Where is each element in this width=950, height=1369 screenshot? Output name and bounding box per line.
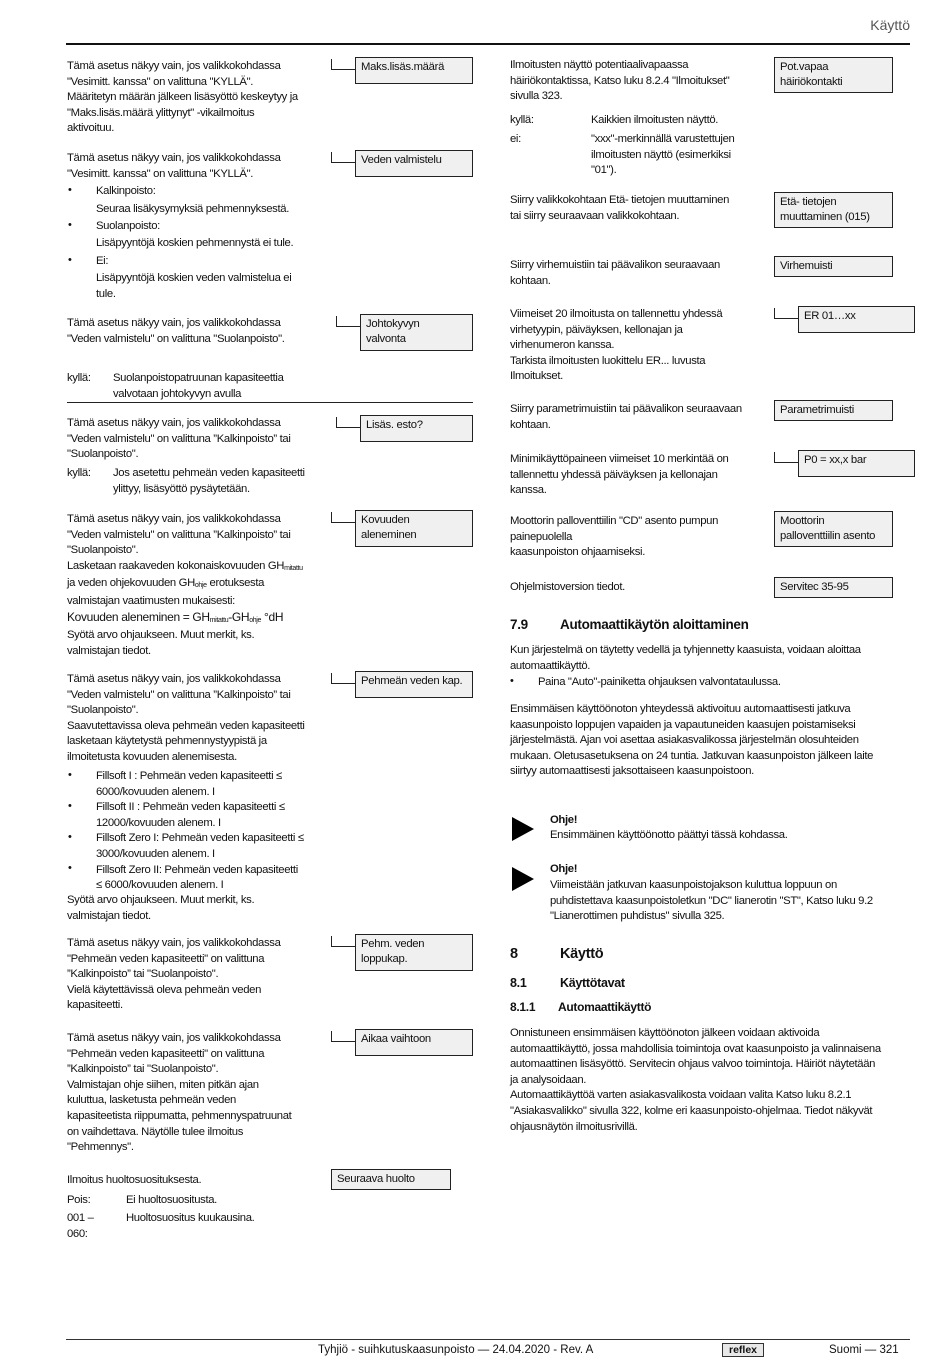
p6-bullet-list: Fillsoft I : Pehmeän veden kapasiteetti ≤ 6000/kovuuden alenem. I Fillsoft II : Pehmeän veden kapasiteetti ≤ 12000/kovuuden alenem. I Fillsoft Zero I: Pehmeän veden kapasiteetti ≤ 3000/kovuuden alenem. I Fillsoft Zero II: Pehmeän veden kapasiteetti ≤ 6000/kovuuden alenem. I [96,770,304,892]
r5-text: Siirry parametrimuistiin tai päävalikon seuraavaan kohtaan. [510,403,742,431]
r3-text: Siirry virhemuistiin tai päävalikon seuraavaan kohtaan. [510,259,720,287]
menu-box-moottorin-palloventtiilin-asento: Moottorin palloventtiilin asento [774,511,893,547]
section-8-1-title: Käyttötavat [560,976,625,990]
p4-text: Tämä asetus näkyy vain, jos valikkokohdassa "Veden valmistelu" on valittuna ”Kalkinpoisto” tai "Suolanpoisto". [67,417,291,461]
section-8-1-1-number: 8.1.1 [510,1000,536,1014]
note-1-text: Ensimmäinen käyttöönotto päättyi tässä kohdassa. [550,829,788,841]
r6-text: Minimikäyttöpaineen viimeiset 10 merkintää on tallennettu yhdessä päiväyksen ja kellonajan kanssa. [510,453,729,497]
p4-value: Jos asetettu pehmeän veden kapasiteetti ylittyy, lisäsyöttö pysäytetään. [113,467,305,495]
p2-bullet-3-desc: Lisäpyyntöjä koskien veden valmistelua ei tule. [96,272,292,300]
note-2-text: Viimeistään jatkuvan kaasunpoistojakson kuluttua loppuun on puhdistettava kaasunpoistoletkun "DC" lianerotin "ST", Katso luku 9.2 "Lianerottimen puhdistus" sivulla 325. [550,879,873,923]
p4-key: kyllä: [67,467,91,479]
bullet: • [68,769,72,781]
p2-bullet-3: Ei: [96,255,109,267]
p9-key-2: 001 – 060: [67,1212,94,1240]
leader-line [331,152,356,163]
leader-line [774,452,799,463]
section-8-1-1-body: Onnistuneen ensimmäisen käyttöönoton jälkeen voidaan aktivoida automaattikäyttö, jossa mahdollisia toimintoja ovat kaasunpoisto ja valinnaisena automaattinen lisäsyöttö. Servitecin ohjaus valvoo toimintoja. Häiriöt näytetään ja analysoidaan. Automaattikäyttöä varten asiakasvalikosta voidaan valita Katso luku 8.2.1 "Asiakasvalikko" sivulla 322, kolme eri kaasunpoisto-ohjelmaa. Tiedot näkyvät ohjausnäytön ilmoitusrivillä. [510,1027,881,1133]
menu-box-pehm-veden-loppukap: Pehm. veden loppukap. [355,934,473,971]
bullet: • [68,831,72,843]
p7-text: Tämä asetus näkyy vain, jos valikkokohdassa "Pehmeän veden kapasiteetti" on valittuna ”Kalkinpoisto” tai "Suolanpoisto". Vielä käytettävissä oleva pehmeän veden kapasiteetti. [67,937,281,1012]
footer-rule [66,1339,910,1340]
p6-text: Tämä asetus näkyy vain, jos valikkokohdassa "Veden valmistelu" on valittuna ”Kalkinpoisto” tai "Suolanpoisto". Saavutettavissa oleva pehmeän veden kapasiteetti lasketaan käytetystä pehmennystyypistä ja ilmoitetusta kovuuden alenemisesta. [67,673,305,763]
p9-value-2: Huoltosuositus kuukausina. [126,1212,255,1224]
menu-box-parametrimuisti: Parametrimuisti [774,400,893,421]
p9-text: Ilmoitus huoltosuosituksesta. [67,1174,202,1186]
reflex-logo: reflex [722,1343,764,1357]
p2-bullet-1-desc: Seuraa lisäkysymyksiä pehmennyksestä. [96,203,289,215]
leader-line [331,1031,356,1042]
r4-text: Viimeiset 20 ilmoitusta on tallennettu yhdessä virhetyypin, päiväyksen, kellonajan ja virhenumeron kanssa. Tarkista ilmoitusten luokittelu ER... luvusta Ilmoitukset. [510,308,723,383]
bullet: • [68,862,72,874]
note-1-title: Ohje! [550,814,578,826]
p2-bullet-2-desc: Lisäpyyntöjä koskien pehmennystä ei tule. [96,237,294,249]
p3-value: Suolanpoistopatruunan kapasiteettia valvotaan johtokyvyn avulla [113,372,284,400]
section-7-9-title: Automaattikäytön aloittaminen [560,617,749,632]
note-arrow-icon [512,817,534,841]
menu-box-lisas-esto: Lisäs. esto? [360,415,473,442]
section-8-title: Käyttö [560,946,604,962]
leader-line [336,417,361,428]
p3-text: Tämä asetus näkyy vain, jos valikkokohdassa "Veden valmistelu" on valittuna "Suolanpoisto". [67,317,285,345]
note-2-title: Ohje! [550,863,578,875]
p1-text: Tämä asetus näkyy vain, jos valikkokohdassa "Vesimitt. kanssa" on valittuna "KYLLÄ". Määritetyn määrän jälkeen lisäsyöttö keskeytyy ja "Maks.lisäs.määrä ylittynyt" -vikailmoitus aktivoituu. [67,60,298,135]
p2-bullet-2: Suolanpoisto: [96,220,160,232]
menu-box-er01-xx: ER 01…xx [798,306,915,333]
leader-line [331,936,356,947]
leader-line [331,512,356,523]
r1-value-2: "xxx"-merkinnällä varustettujen ilmoitusten näyttö (esimerkiksi "01"). [591,133,735,177]
r2-text: Siirry valikkokohtaan Etä- tietojen muuttaminen tai siirry seuraavaan valikkokohtaan. [510,194,730,222]
menu-box-aikaa-vaihtoon: Aikaa vaihtoon [355,1029,473,1056]
section-7-9-body: Ensimmäisen käyttöönoton yhteydessä aktivoituu automaattisesti jatkuva kaasunpoisto loppujen vapaiden ja vapautuneiden kaasujen poistamiseksi järjestelmästä. Ajan voi asettaa asiakasvalikossa järjestelmän olosuhteiden mukaan. Oletusasetuksena on 24 tuntia. Jatkuvan kaasunpoiston jälkeen laite siirtyy automaattisesti jaksottaiseen kaasunpoistoon. [510,703,874,778]
r8-text: Ohjelmistoversion tiedot. [510,581,625,593]
menu-box-eta-tietojen-muuttaminen: Etä- tietojen muuttaminen (015) [774,192,893,228]
p9-value-1: Ei huoltosuositusta. [126,1194,217,1206]
menu-box-johtokyvyn-valvonta: Johtokyvyn valvonta [360,314,473,351]
bullet: • [68,254,72,266]
section-7-9-number: 7.9 [510,617,528,632]
p2-text: Tämä asetus näkyy vain, jos valikkokohdassa "Vesimitt. kanssa" on valittuna "KYLLÄ". [67,152,281,180]
header-section-title: Käyttö [870,17,910,33]
footer-document-info: Tyhjiö - suihkutuskaasunpoisto — 24.04.2020 - Rev. A [318,1344,594,1356]
menu-box-virhemuisti: Virhemuisti [774,256,893,277]
p2-bullet-1: Kalkinpoisto: [96,185,156,197]
menu-box-p0-bar: P0 = xx,x bar [798,450,915,477]
menu-box-seuraava-huolto: Seuraava huolto [331,1169,451,1190]
section-8-number: 8 [510,946,518,962]
p6-end: Syötä arvo ohjaukseen. Muut merkit, ks. valmistajan tiedot. [67,894,255,922]
bullet: • [510,675,514,687]
section-8-1-number: 8.1 [510,976,527,990]
menu-box-kovuuden-aleneminen: Kovuuden aleneminen [355,510,473,547]
leader-line [331,59,356,70]
leader-line [336,316,361,327]
leader-line [331,673,356,684]
bullet: • [68,800,72,812]
r1-key-1: kyllä: [510,114,534,126]
section-7-9-intro: Kun järjestelmä on täytetty vedellä ja tyhjennetty kaasuista, voidaan aloittaa automaattikäyttö. [510,644,861,672]
r1-value-1: Kaikkien ilmoitusten näyttö. [591,114,719,126]
menu-box-maks-lisas-maara: Maks.lisäs.määrä [355,57,473,84]
p3-key: kyllä: [67,372,91,384]
header-rule [66,43,910,45]
r1-key-2: ei: [510,133,521,145]
menu-box-veden-valmistelu: Veden valmistelu [355,150,473,177]
p8-text: Tämä asetus näkyy vain, jos valikkokohdassa "Pehmeän veden kapasiteetti" on valittuna ”Kalkinpoisto” tai "Suolanpoisto". Valmistajan ohje siihen, miten pitkän ajan kuluttua, lasketusta pehmeän veden kapasiteetista riippumatta, pehmennyspatruunat on vaihdettava. Näytölle tulee ilmoitus "Pehmennys". [67,1032,292,1154]
bullet: • [68,184,72,196]
section-7-9-bullet: Paina "Auto"-painiketta ohjauksen valvontataulussa. [538,676,781,688]
menu-box-pot-vapaa-hairiokontakti: Pot.vapaa häiriökontakti [774,57,893,93]
note-arrow-icon [512,867,534,891]
r7-text: Moottorin palloventtiilin "CD" asento pumpun painepuolella kaasunpoiston ohjaamiseksi. [510,515,719,559]
menu-box-pehmean-veden-kap: Pehmeän veden kap. [355,671,473,698]
leader-line [774,308,799,319]
r1-text: Ilmoitusten näyttö potentiaalivapaassa häiriökontaktissa, Katso luku 8.2.4 "Ilmoitukset" sivulla 323. [510,59,730,103]
menu-box-servitec: Servitec 35-95 [774,577,893,598]
divider [67,402,473,403]
section-8-1-1-title: Automaattikäyttö [558,1000,652,1014]
bullet: • [68,219,72,231]
footer-page-number: Suomi — 321 [829,1344,899,1356]
p5-text: Tämä asetus näkyy vain, jos valikkokohdassa "Veden valmistelu" on valittuna ”Kalkinpoisto” tai "Suolanpoisto". Lasketaan raakaveden kokonaiskovuuden $GH_{mitattu}$ ja veden ohjekovuuden $GH_{ohje}$ erotuksesta valmistajan vaatimusten mukaisesti: Kovuuden aleneminen = $GH_{mitattu}-GH_{ohje}$ °dH Syötä arvo ohjaukseen. Muut merkit, ks. valmistajan tiedot. [67,513,303,657]
p9-key-1: Pois: [67,1194,91,1206]
